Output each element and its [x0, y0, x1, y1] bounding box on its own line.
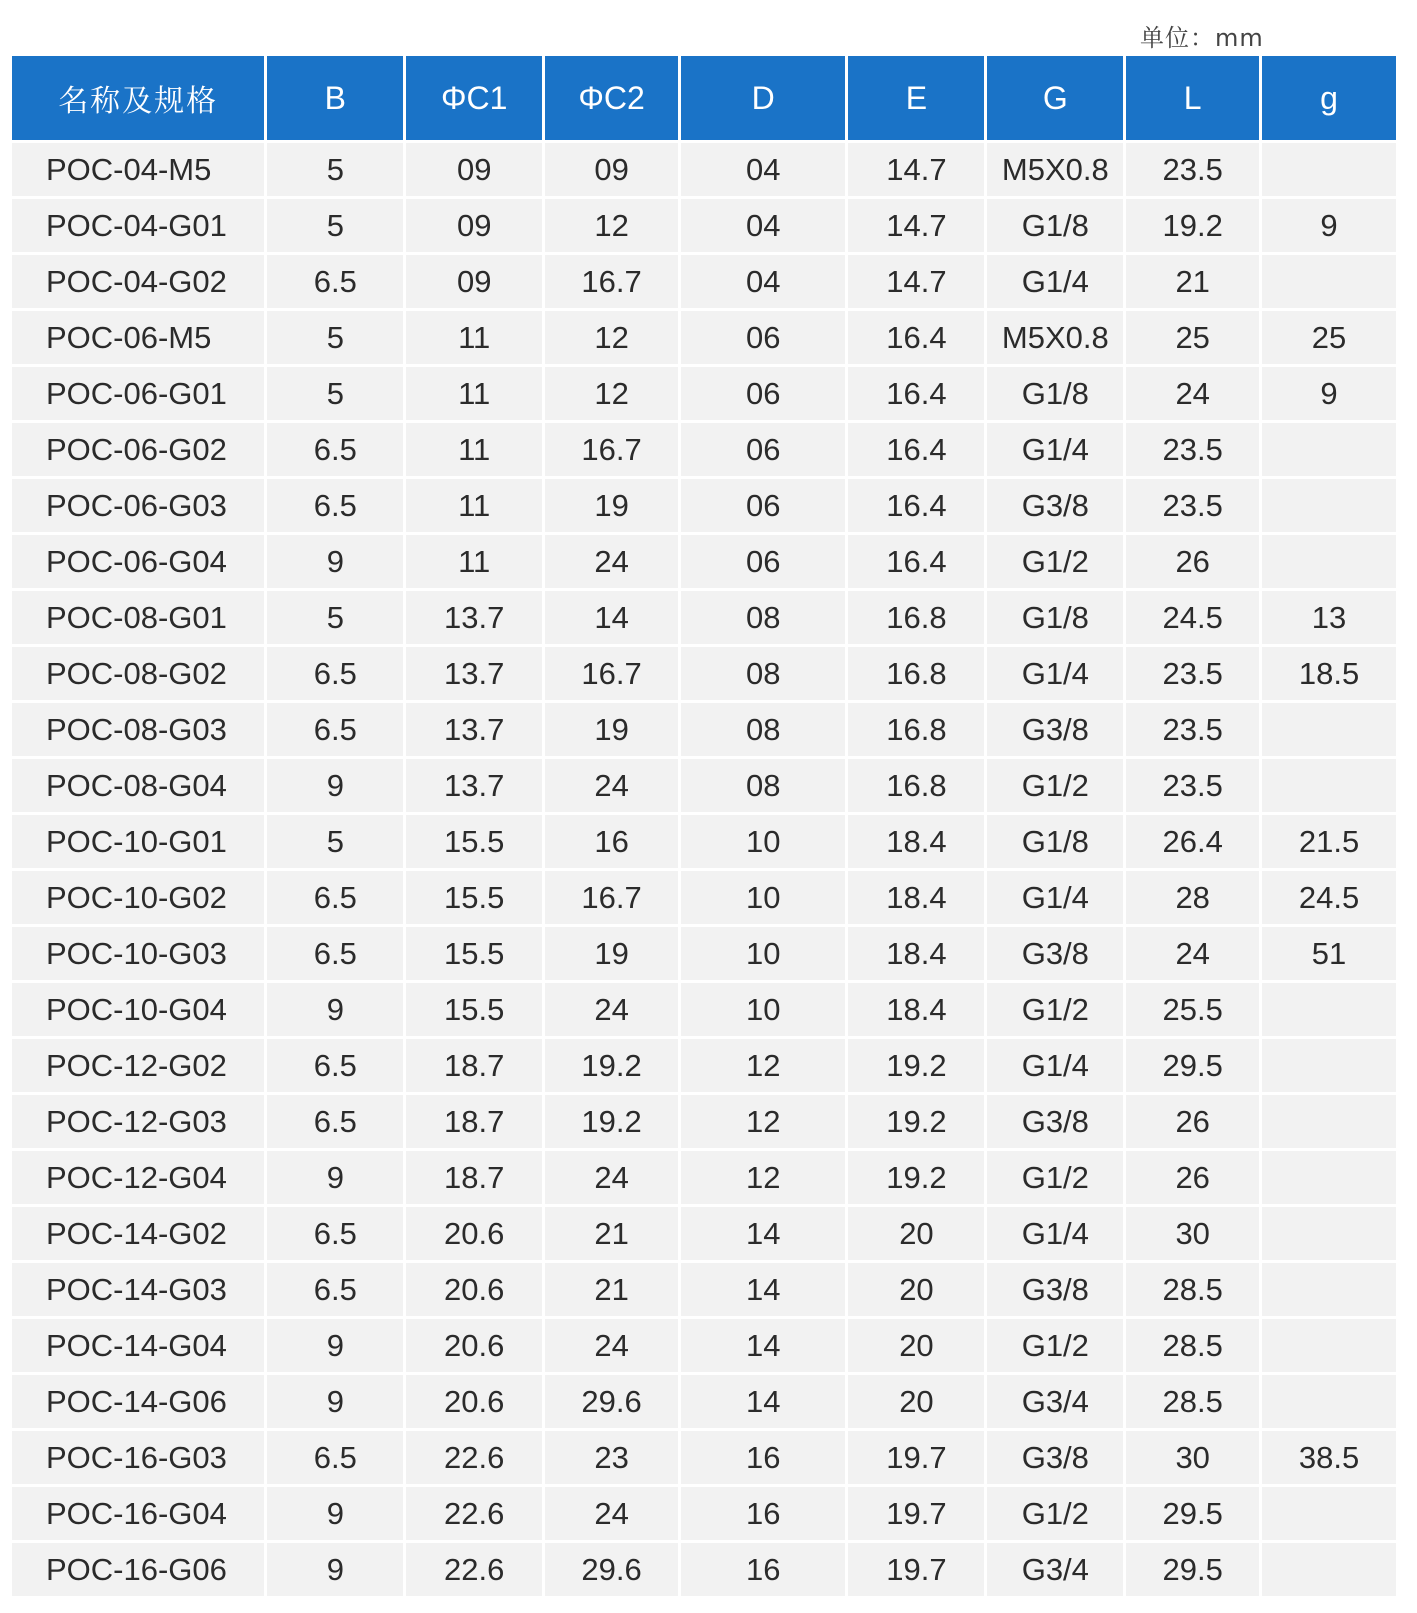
cell-d: 10	[681, 927, 846, 980]
cell-c1: 18.7	[406, 1151, 542, 1204]
cell-g-small	[1262, 1319, 1396, 1372]
cell-c1: 18.7	[406, 1095, 542, 1148]
cell-g-thread: G3/8	[987, 1431, 1123, 1484]
cell-c1: 13.7	[406, 647, 542, 700]
table-row	[12, 1207, 1396, 1260]
table-row	[12, 647, 1396, 700]
cell-d: 14	[681, 1319, 846, 1372]
cell-b: 9	[267, 1543, 403, 1596]
cell-g-small	[1262, 255, 1396, 308]
cell-d: 04	[681, 199, 846, 252]
cell-l: 29.5	[1126, 1543, 1259, 1596]
cell-g-small	[1262, 423, 1396, 476]
cell-g-thread: G1/2	[987, 983, 1123, 1036]
unit-label: 单位：mm	[1140, 24, 1264, 52]
cell-b: 6.5	[267, 1431, 403, 1484]
cell-b: 5	[267, 143, 403, 196]
cell-d: 12	[681, 1095, 846, 1148]
cell-b: 5	[267, 815, 403, 868]
cell-name: POC-06-G03	[12, 479, 264, 532]
cell-g-thread: G1/2	[987, 1487, 1123, 1540]
cell-c2: 09	[545, 143, 678, 196]
column-header-b: B	[267, 56, 403, 140]
table-row	[12, 871, 1396, 924]
cell-c2: 16.7	[545, 255, 678, 308]
cell-d: 12	[681, 1039, 846, 1092]
table-row	[12, 479, 1396, 532]
cell-l: 25.5	[1126, 983, 1259, 1036]
cell-name: POC-08-G01	[12, 591, 264, 644]
table-body	[12, 143, 1396, 1596]
cell-c1: 20.6	[406, 1207, 542, 1260]
cell-g-thread: G3/8	[987, 703, 1123, 756]
table-row	[12, 815, 1396, 868]
cell-e: 16.8	[848, 759, 984, 812]
cell-b: 9	[267, 1319, 403, 1372]
cell-l: 29.5	[1126, 1039, 1259, 1092]
cell-d: 16	[681, 1431, 846, 1484]
cell-name: POC-10-G03	[12, 927, 264, 980]
cell-name: POC-06-G04	[12, 535, 264, 588]
cell-name: POC-06-G02	[12, 423, 264, 476]
cell-c2: 29.6	[545, 1543, 678, 1596]
cell-c1: 15.5	[406, 815, 542, 868]
cell-name: POC-14-G03	[12, 1263, 264, 1316]
cell-c1: 11	[406, 535, 542, 588]
table-header	[12, 56, 1396, 140]
table-row	[12, 1151, 1396, 1204]
cell-l: 23.5	[1126, 423, 1259, 476]
cell-name: POC-10-G02	[12, 871, 264, 924]
cell-l: 28.5	[1126, 1319, 1259, 1372]
cell-l: 23.5	[1126, 759, 1259, 812]
cell-g-thread: G1/4	[987, 1207, 1123, 1260]
cell-c1: 11	[406, 479, 542, 532]
cell-g-thread: M5X0.8	[987, 143, 1123, 196]
cell-g-small	[1262, 703, 1396, 756]
cell-name: POC-16-G04	[12, 1487, 264, 1540]
cell-e: 20	[848, 1375, 984, 1428]
cell-b: 5	[267, 311, 403, 364]
column-header-l: L	[1126, 56, 1259, 140]
cell-name: POC-12-G03	[12, 1095, 264, 1148]
cell-name: POC-04-G02	[12, 255, 264, 308]
cell-d: 06	[681, 479, 846, 532]
cell-l: 26	[1126, 1151, 1259, 1204]
column-header-name: 名称及规格	[12, 56, 264, 140]
cell-e: 16.4	[848, 423, 984, 476]
cell-b: 6.5	[267, 479, 403, 532]
cell-c2: 19	[545, 927, 678, 980]
cell-g-small: 51	[1262, 927, 1396, 980]
cell-b: 6.5	[267, 927, 403, 980]
cell-g-small: 9	[1262, 199, 1396, 252]
cell-g-thread: G1/4	[987, 871, 1123, 924]
cell-name: POC-14-G04	[12, 1319, 264, 1372]
cell-d: 06	[681, 423, 846, 476]
table-row	[12, 1431, 1396, 1484]
cell-g-thread: G3/4	[987, 1375, 1123, 1428]
cell-c2: 23	[545, 1431, 678, 1484]
table-row	[12, 1543, 1396, 1596]
cell-c1: 13.7	[406, 703, 542, 756]
cell-e: 18.4	[848, 815, 984, 868]
cell-name: POC-12-G04	[12, 1151, 264, 1204]
cell-g-thread: G3/8	[987, 1095, 1123, 1148]
cell-d: 04	[681, 143, 846, 196]
cell-e: 19.2	[848, 1151, 984, 1204]
table-row	[12, 759, 1396, 812]
cell-g-small	[1262, 1487, 1396, 1540]
cell-d: 08	[681, 703, 846, 756]
cell-c1: 09	[406, 143, 542, 196]
cell-e: 14.7	[848, 143, 984, 196]
cell-c2: 12	[545, 311, 678, 364]
cell-name: POC-04-G01	[12, 199, 264, 252]
cell-name: POC-14-G02	[12, 1207, 264, 1260]
cell-d: 14	[681, 1375, 846, 1428]
cell-c1: 13.7	[406, 759, 542, 812]
cell-e: 20	[848, 1207, 984, 1260]
table-row	[12, 1487, 1396, 1540]
cell-e: 14.7	[848, 255, 984, 308]
table-row	[12, 143, 1396, 196]
cell-name: POC-06-M5	[12, 311, 264, 364]
cell-d: 14	[681, 1207, 846, 1260]
cell-d: 08	[681, 759, 846, 812]
table-row	[12, 927, 1396, 980]
cell-d: 16	[681, 1487, 846, 1540]
cell-b: 9	[267, 1487, 403, 1540]
cell-b: 9	[267, 983, 403, 1036]
cell-c1: 22.6	[406, 1487, 542, 1540]
cell-d: 08	[681, 647, 846, 700]
cell-e: 16.4	[848, 479, 984, 532]
cell-d: 06	[681, 535, 846, 588]
cell-g-thread: G3/8	[987, 927, 1123, 980]
cell-c2: 19.2	[545, 1095, 678, 1148]
cell-b: 6.5	[267, 703, 403, 756]
cell-b: 5	[267, 591, 403, 644]
cell-g-thread: G3/4	[987, 1543, 1123, 1596]
cell-c2: 24	[545, 759, 678, 812]
cell-e: 16.4	[848, 311, 984, 364]
cell-l: 24	[1126, 367, 1259, 420]
cell-c1: 20.6	[406, 1263, 542, 1316]
cell-g-thread: G1/8	[987, 815, 1123, 868]
cell-e: 18.4	[848, 871, 984, 924]
cell-name: POC-12-G02	[12, 1039, 264, 1092]
cell-e: 20	[848, 1319, 984, 1372]
cell-g-thread: G1/8	[987, 591, 1123, 644]
cell-name: POC-14-G06	[12, 1375, 264, 1428]
cell-name: POC-16-G06	[12, 1543, 264, 1596]
cell-c1: 20.6	[406, 1319, 542, 1372]
cell-g-small: 25	[1262, 311, 1396, 364]
cell-g-small	[1262, 1207, 1396, 1260]
cell-e: 19.2	[848, 1039, 984, 1092]
cell-g-small	[1262, 1095, 1396, 1148]
cell-e: 16.8	[848, 703, 984, 756]
cell-c2: 24	[545, 535, 678, 588]
cell-c2: 29.6	[545, 1375, 678, 1428]
cell-c1: 20.6	[406, 1375, 542, 1428]
cell-g-thread: G3/8	[987, 1263, 1123, 1316]
cell-d: 10	[681, 983, 846, 1036]
cell-l: 26.4	[1126, 815, 1259, 868]
column-header-g-thread: G	[987, 56, 1123, 140]
cell-g-thread: G3/8	[987, 479, 1123, 532]
cell-e: 16.4	[848, 367, 984, 420]
cell-c2: 24	[545, 983, 678, 1036]
header-row	[12, 56, 1396, 140]
cell-l: 28.5	[1126, 1263, 1259, 1316]
cell-c2: 24	[545, 1319, 678, 1372]
cell-name: POC-08-G03	[12, 703, 264, 756]
cell-b: 6.5	[267, 423, 403, 476]
cell-g-small	[1262, 1039, 1396, 1092]
cell-d: 06	[681, 367, 846, 420]
column-header-e: E	[848, 56, 984, 140]
cell-g-thread: G1/8	[987, 367, 1123, 420]
cell-name: POC-10-G01	[12, 815, 264, 868]
cell-g-thread: G1/2	[987, 1151, 1123, 1204]
column-header-d: D	[681, 56, 846, 140]
cell-c2: 19	[545, 703, 678, 756]
cell-g-small	[1262, 1263, 1396, 1316]
cell-l: 23.5	[1126, 479, 1259, 532]
cell-g-thread: G1/8	[987, 199, 1123, 252]
table-row	[12, 311, 1396, 364]
cell-e: 19.7	[848, 1431, 984, 1484]
cell-g-thread: M5X0.8	[987, 311, 1123, 364]
cell-l: 28.5	[1126, 1375, 1259, 1428]
cell-c1: 15.5	[406, 871, 542, 924]
cell-e: 19.7	[848, 1487, 984, 1540]
cell-b: 6.5	[267, 255, 403, 308]
cell-g-small	[1262, 1543, 1396, 1596]
table-row	[12, 199, 1396, 252]
spec-table	[9, 53, 1399, 1599]
cell-b: 5	[267, 199, 403, 252]
cell-e: 19.2	[848, 1095, 984, 1148]
cell-l: 24.5	[1126, 591, 1259, 644]
cell-c2: 24	[545, 1151, 678, 1204]
cell-g-small: 38.5	[1262, 1431, 1396, 1484]
cell-b: 6.5	[267, 647, 403, 700]
cell-c2: 19	[545, 479, 678, 532]
cell-c2: 16.7	[545, 647, 678, 700]
cell-e: 19.7	[848, 1543, 984, 1596]
cell-l: 19.2	[1126, 199, 1259, 252]
cell-d: 10	[681, 871, 846, 924]
cell-g-small: 13	[1262, 591, 1396, 644]
cell-c1: 15.5	[406, 983, 542, 1036]
table-row	[12, 1039, 1396, 1092]
cell-l: 30	[1126, 1207, 1259, 1260]
cell-g-thread: G1/4	[987, 647, 1123, 700]
cell-g-thread: G1/2	[987, 535, 1123, 588]
cell-g-small	[1262, 759, 1396, 812]
cell-name: POC-08-G04	[12, 759, 264, 812]
cell-d: 14	[681, 1263, 846, 1316]
cell-b: 9	[267, 535, 403, 588]
cell-c1: 09	[406, 199, 542, 252]
cell-c1: 22.6	[406, 1543, 542, 1596]
cell-name: POC-06-G01	[12, 367, 264, 420]
cell-g-small: 24.5	[1262, 871, 1396, 924]
cell-c2: 16.7	[545, 871, 678, 924]
cell-c1: 11	[406, 367, 542, 420]
cell-l: 25	[1126, 311, 1259, 364]
cell-b: 9	[267, 759, 403, 812]
table-row	[12, 1375, 1396, 1428]
cell-name: POC-10-G04	[12, 983, 264, 1036]
cell-b: 6.5	[267, 1207, 403, 1260]
cell-b: 6.5	[267, 871, 403, 924]
cell-g-small: 21.5	[1262, 815, 1396, 868]
cell-l: 28	[1126, 871, 1259, 924]
cell-c1: 13.7	[406, 591, 542, 644]
cell-b: 6.5	[267, 1039, 403, 1092]
cell-c1: 11	[406, 423, 542, 476]
table-row	[12, 423, 1396, 476]
cell-c2: 21	[545, 1263, 678, 1316]
cell-name: POC-08-G02	[12, 647, 264, 700]
cell-l: 26	[1126, 535, 1259, 588]
cell-b: 9	[267, 1151, 403, 1204]
cell-g-thread: G1/4	[987, 423, 1123, 476]
cell-d: 16	[681, 1543, 846, 1596]
cell-c2: 14	[545, 591, 678, 644]
cell-g-small	[1262, 479, 1396, 532]
cell-g-small: 9	[1262, 367, 1396, 420]
cell-g-small	[1262, 1375, 1396, 1428]
table-row	[12, 1263, 1396, 1316]
table-row	[12, 983, 1396, 1036]
cell-b: 9	[267, 1375, 403, 1428]
cell-l: 24	[1126, 927, 1259, 980]
cell-l: 29.5	[1126, 1487, 1259, 1540]
table-row	[12, 255, 1396, 308]
cell-d: 06	[681, 311, 846, 364]
cell-c1: 15.5	[406, 927, 542, 980]
cell-name: POC-16-G03	[12, 1431, 264, 1484]
cell-d: 12	[681, 1151, 846, 1204]
column-header-c1: ΦC1	[406, 56, 542, 140]
cell-c2: 16	[545, 815, 678, 868]
cell-l: 23.5	[1126, 143, 1259, 196]
column-header-g-small: g	[1262, 56, 1396, 140]
cell-g-thread: G1/4	[987, 1039, 1123, 1092]
cell-c1: 18.7	[406, 1039, 542, 1092]
cell-c1: 22.6	[406, 1431, 542, 1484]
cell-e: 18.4	[848, 983, 984, 1036]
cell-c2: 12	[545, 367, 678, 420]
column-header-c2: ΦC2	[545, 56, 678, 140]
table-row	[12, 1319, 1396, 1372]
cell-e: 16.4	[848, 535, 984, 588]
cell-d: 08	[681, 591, 846, 644]
cell-e: 20	[848, 1263, 984, 1316]
cell-g-thread: G1/2	[987, 759, 1123, 812]
cell-l: 30	[1126, 1431, 1259, 1484]
cell-g-small	[1262, 535, 1396, 588]
cell-e: 14.7	[848, 199, 984, 252]
table-row	[12, 591, 1396, 644]
cell-c2: 19.2	[545, 1039, 678, 1092]
cell-g-small	[1262, 983, 1396, 1036]
cell-l: 23.5	[1126, 703, 1259, 756]
cell-g-thread: G1/4	[987, 255, 1123, 308]
cell-c2: 24	[545, 1487, 678, 1540]
cell-c1: 11	[406, 311, 542, 364]
cell-g-thread: G1/2	[987, 1319, 1123, 1372]
cell-e: 16.8	[848, 591, 984, 644]
cell-l: 26	[1126, 1095, 1259, 1148]
cell-b: 6.5	[267, 1263, 403, 1316]
cell-g-small: 18.5	[1262, 647, 1396, 700]
cell-l: 23.5	[1126, 647, 1259, 700]
table-row	[12, 1095, 1396, 1148]
cell-g-small	[1262, 1151, 1396, 1204]
table-row	[12, 703, 1396, 756]
cell-b: 5	[267, 367, 403, 420]
cell-g-small	[1262, 143, 1396, 196]
cell-d: 04	[681, 255, 846, 308]
cell-c2: 16.7	[545, 423, 678, 476]
cell-c2: 12	[545, 199, 678, 252]
cell-d: 10	[681, 815, 846, 868]
cell-b: 6.5	[267, 1095, 403, 1148]
cell-c2: 21	[545, 1207, 678, 1260]
table-row	[12, 535, 1396, 588]
table-row	[12, 367, 1396, 420]
cell-e: 16.8	[848, 647, 984, 700]
cell-l: 21	[1126, 255, 1259, 308]
cell-e: 18.4	[848, 927, 984, 980]
cell-c1: 09	[406, 255, 542, 308]
cell-name: POC-04-M5	[12, 143, 264, 196]
